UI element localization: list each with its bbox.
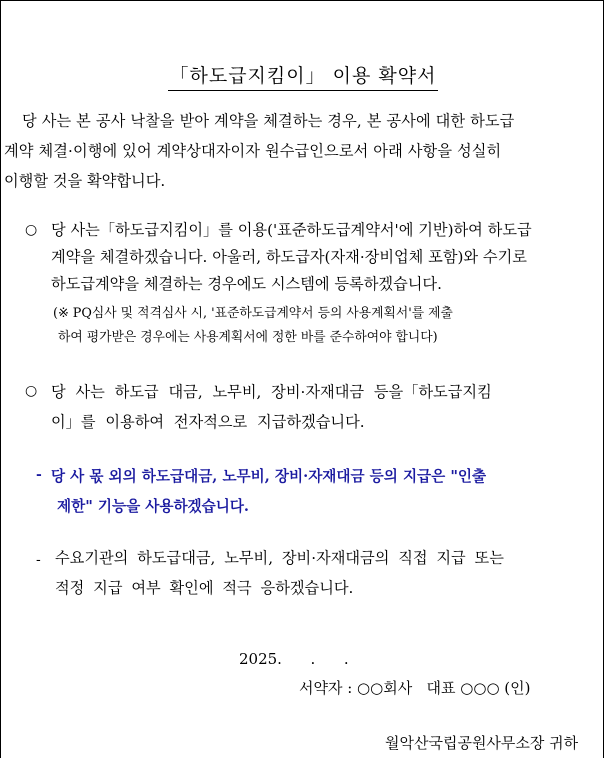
intro-paragraph	[4, 106, 602, 196]
item-1-marker: ○	[25, 222, 38, 238]
addressee-line: 월악산국립공원사무소장 귀하	[385, 734, 579, 752]
signer-line: 서약자 : ○○회사 대표 ○○○ (인)	[299, 679, 531, 697]
item-1-note	[53, 302, 453, 350]
item-1-line: 하도급계약을 체결하는 경우에도 시스템에 등록하겠습니다.	[51, 275, 442, 293]
document-title	[1, 61, 604, 91]
intro-line: 이행할 것을 확약합니다.	[4, 172, 166, 190]
date-line: 2025. . .	[239, 650, 349, 668]
note-line: 하여 평가받은 경우에는 사용계획서에 정한 바를 준수하여야 합니다)	[58, 330, 438, 345]
item-2-line: 당 사는 하도급 대금, 노무비, 장비·자재대금 등을「하도급지킴	[51, 383, 492, 401]
item-1-line: 당 사는「하도급지킴이」를 이용('표준하도급계약서'에 기반)하여 하도급	[51, 221, 532, 239]
sub-item-1-text	[51, 462, 601, 522]
intro-line: 당 사는 본 공사 낙찰을 받아 계약을 체결하는 경우, 본 공사에 대한 하도급	[22, 112, 515, 130]
note-line: (※ PQ심사 및 적격심사 시, '표준하도급계약서 등의 사용계획서'를 제출	[53, 306, 453, 321]
item-2-line: 이」를 이용하여 전자적으로 지급하겠습니다.	[51, 413, 365, 431]
item-1-text	[51, 217, 601, 298]
title-text: 「하도급지킴이」 이용 확약서	[168, 61, 439, 91]
item-1-line: 계약을 체결하겠습니다. 아울러, 하도급자(자재·장비업체 포함)와 수기로	[51, 248, 527, 266]
sub-item-1-marker: -	[36, 467, 42, 483]
sub-item-2-line: 수요기관의 하도급대금, 노무비, 장비·자재대금의 직접 지급 또는	[55, 549, 504, 567]
sub-item-2-line: 적정 지급 여부 확인에 적극 응하겠습니다.	[55, 579, 354, 597]
sub-item-1-line: 제한" 기능을 사용하겠습니다.	[57, 498, 250, 515]
sub-item-2-text	[55, 543, 601, 603]
item-2-text	[51, 377, 601, 437]
sub-item-2-marker: -	[36, 552, 41, 568]
sub-item-1-line: 당 사 몫 외의 하도급대금, 노무비, 장비·자재대금 등의 지급은 "인출	[51, 468, 487, 485]
intro-line: 계약 체결·이행에 있어 계약상대자이자 원수급인으로서 아래 사항을 성실히	[4, 142, 502, 160]
item-2-marker: ○	[25, 383, 38, 399]
